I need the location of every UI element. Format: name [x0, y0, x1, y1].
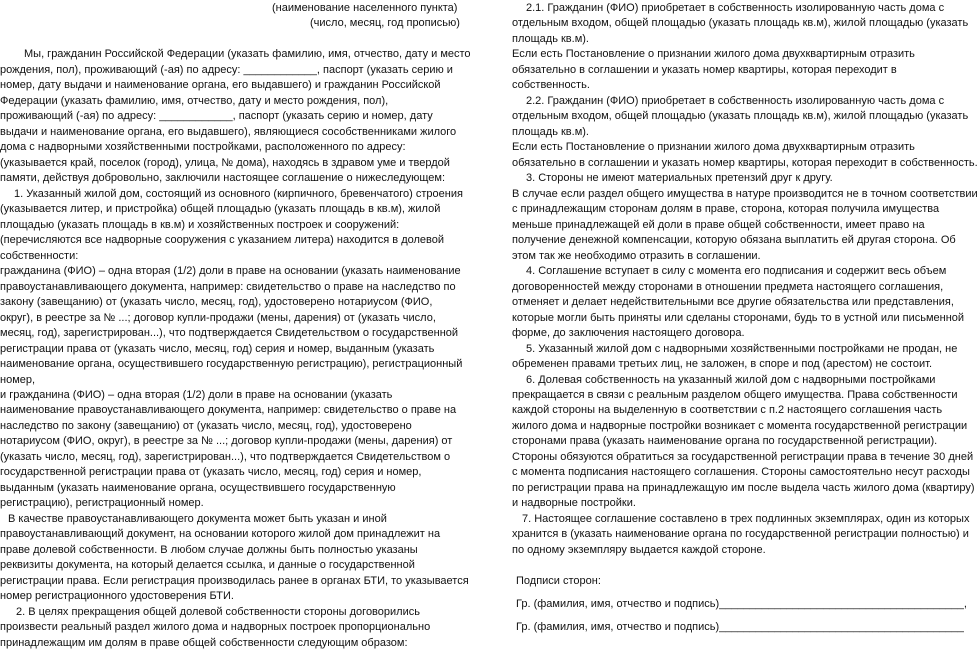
- right-column-line: прекращается в связи с реальным разделом общего имущества. Права собственности: [512, 389, 958, 401]
- right-column-line: форме, до заключения настоящего договора.: [512, 327, 745, 340]
- left-column-line: закону (завещанию) от (указать число, месяц, год), удостоверено нотариусом (ФИО,: [0, 296, 433, 309]
- right-column-line: с момента подписания настоящего соглашения. Стороны самостоятельно несут расходы: [512, 466, 970, 479]
- left-column-line: (наименование населенного пункта): [272, 2, 458, 14]
- left-column-line: правоустанавливающего документа, например: свидетельство о праве на наследство по: [0, 280, 456, 293]
- left-column-line: собственности:: [0, 249, 79, 262]
- right-column-line: жилого дома и надворные постройки возникает с момента государственной регистрации: [512, 419, 968, 432]
- left-column-line: праве долевой собственности. В любом случае должны быть полностью указаны: [0, 543, 418, 556]
- left-column-line: (указывается край, поселок (город), улица, № дома), находясь в здравом уме и твердой: [0, 156, 450, 169]
- left-column-line: выданным (указать наименование органа, осуществившего государственную: [0, 481, 396, 494]
- right-column-line: 2.2. Гражданин (ФИО) приобретает в собственность изолированную часть дома с: [526, 94, 945, 107]
- right-column-line: с принадлежащим сторонам долям в праве, сторона, которая получила имущества: [512, 203, 940, 216]
- left-column-line: В качестве правоустанавливающего документа может быть указан и иной: [8, 512, 387, 525]
- right-column-line: отдельным входом, общей площадью (указать площадь кв.м), жилой площадью (указать: [512, 110, 969, 123]
- left-column-line: и гражданина (ФИО) – одна вторая (1/2) доли в праве на основании (указать: [0, 389, 393, 401]
- right-column-line: меньше принадлежащей ей доли в праве общей собственности, имеет право на: [512, 218, 925, 231]
- right-column-line: В случае если раздел общего имущества в натуре производится не в точном соответствии: [512, 187, 978, 200]
- right-column-line: сторонами права (указать наименование органа по государственной регистрации).: [512, 435, 938, 448]
- left-column-line: округ), в реестре за № ...; договор купли-продажи (мены, дарения) от (указать число,: [0, 311, 436, 324]
- left-column-line: рождения, пол), проживающий (-ая) по адресу: ____________, паспорт (указать серию и: [0, 63, 453, 76]
- left-column-line: регистрации права. Если регистрация производилась ранее в органах БТИ, то указывается: [0, 574, 469, 587]
- left-column-line: номер регистрационного удостоверения БТИ.: [0, 590, 234, 603]
- left-column-line: (указывается литер, и пристройка) общей площадью (указать площадь в кв.м), жилой: [0, 203, 441, 216]
- right-column-line: получение денежной компенсации, которую обязана выплатить ей другая сторона. Об: [512, 234, 956, 247]
- left-column-line: государственной регистрации права от (указать число, месяц, год) серия и номер,: [0, 466, 422, 479]
- right-column-line: 7. Настоящее соглашение составлено в трех подлинных экземплярах, один из которых: [522, 512, 970, 525]
- right-column-line: по регистрации права на принадлежащую им после выдела часть жилого дома (квартиру): [512, 481, 975, 494]
- left-column-line: наименование правоустанавливающего документа, например: свидетельство о праве на: [0, 404, 457, 417]
- left-column-line: 1. Указанный жилой дом, состоящий из основного (кирпичного, бревенчатого) строения: [14, 187, 463, 200]
- left-column-line: месяц, год), зарегистрирован...), что подтверждается Свидетельством о государственной: [0, 327, 459, 340]
- signature-line-1: Гр. (фамилия, имя, отчество и подпись)________________________________________,: [516, 598, 967, 610]
- right-column-line: собственность.: [512, 79, 590, 92]
- right-column-line: 2.1. Гражданин (ФИО) приобретает в собственность изолированную часть дома с: [526, 2, 945, 14]
- left-column-line: Федерации (указать фамилию, имя, отчество, дату и место рождения, пол),: [0, 94, 389, 107]
- right-column-line: 4. Соглашение вступает в силу с момента его подписания и содержит весь объем: [526, 265, 947, 278]
- right-column-line: площадь кв.м).: [512, 125, 589, 138]
- left-column-line: наименование органа, осуществившего государственную регистрацию), регистрационный: [0, 358, 463, 371]
- left-column-line: наследство по закону (завещанию) от (указать число, месяц, год), удостоверено: [0, 419, 412, 432]
- left-column-line: 2. В целях прекращения общей долевой собственности стороны договорились: [16, 605, 420, 618]
- left-column-line: (число, месяц, год прописью): [310, 17, 460, 30]
- right-column-line: по одному экземпляру выдается каждой стороне.: [512, 543, 766, 556]
- right-column-line: Если есть Постановление о признании жилого дома двухквартирным отразить: [512, 48, 915, 61]
- left-column-line: (указать число, месяц, год), зарегистрирован...), что подтверждается Свидетельством о: [0, 450, 451, 463]
- left-column-line: площадью (указать площадь в кв.м) и хозяйственных построек и сооружений:: [0, 218, 400, 231]
- left-column-line: регистрации права от (указать число, месяц, год) серия и номер, выданным (указать: [0, 342, 435, 355]
- left-column-line: Мы, гражданин Российской Федерации (указать фамилию, имя, отчество, дату и место: [24, 48, 471, 61]
- left-column-line: нотариусом (ФИО, округ), в реестре за № ...; договор купли-продажи (мены, дарения) от: [0, 435, 453, 448]
- left-column-line: принадлежащим им долям в праве общей собственности следующим образом:: [0, 636, 408, 649]
- right-column-line: Стороны обязуются обратиться за государственной регистрации права в течение 30 дней: [512, 450, 974, 463]
- left-column-line: реквизиты документа, на который делается ссылка, и данные о государственной: [0, 559, 415, 572]
- left-column-line: произвести реальный раздел жилого дома и надворных построек пропорционально: [0, 621, 431, 634]
- right-column-line: каждой стороны на выделенную в соответствии с п.2 настоящего соглашения часть: [512, 404, 943, 417]
- right-column-line: отдельным входом, общей площадью (указать площадь кв.м), жилой площадью (указать: [512, 17, 969, 30]
- signatures-heading: Подписи сторон:: [516, 575, 601, 587]
- left-column-line: номер,: [0, 373, 36, 386]
- right-column-line: 5. Указанный жилой дом с надворными хозяйственными постройками не продан, не: [526, 342, 958, 355]
- left-column-line: гражданина (ФИО) – одна вторая (1/2) доли в праве на основании (указать наименование: [0, 265, 461, 278]
- right-column-line: 3. Стороны не имеют материальных претензий друг к другу.: [526, 172, 833, 185]
- right-column-line: и надворные постройки.: [512, 497, 636, 510]
- left-column-line: регистрацию), регистрационный номер.: [0, 497, 204, 510]
- left-column-line: проживающий (-ая) по адресу: ____________, паспорт (указать серию и номер, дату: [0, 110, 433, 123]
- left-column-line: правоустанавливающий документ, на основании которого жилой дом принадлежит на: [0, 528, 441, 541]
- right-column-line: 6. Долевая собственность на указанный жилой дом с надворными постройками: [526, 373, 936, 386]
- left-column-line: номер, дату выдачи и наименование органа, его выдавшего) и гражданин Российской: [0, 79, 441, 92]
- left-column-line: выдачи и наименование органа, его выдавшего), являющиеся сособственниками жилого: [0, 125, 457, 138]
- left-column-line: дома с надворными хозяйственными постройками, расположенного по адресу:: [0, 141, 406, 154]
- left-column-line: памяти, действуя добровольно, заключили настоящее соглашение о нижеследующем:: [0, 172, 446, 185]
- right-column-line: обязательно в соглашении и указать номер квартиры, которая переходит в: [512, 63, 897, 76]
- right-column-line: обременен правами третьих лиц, не заложен, в споре и под (арестом) не состоит.: [512, 358, 933, 371]
- right-column-line: Если есть Постановление о признании жилого дома двухквартирным отразить: [512, 141, 915, 154]
- right-column-line: площадь кв.м).: [512, 32, 589, 45]
- left-column-line: (перечисляются все надворные сооружения с указанием литера) находится в долевой: [0, 234, 445, 247]
- right-column-line: этом так же необходимо отразить в соглашении.: [512, 249, 761, 262]
- right-column-line: которые могли быть приняты или сделаны сторонами, будь то в устной или письменной: [512, 311, 965, 324]
- signature-line-2: Гр. (фамилия, имя, отчество и подпись)________________________________________: [516, 621, 964, 633]
- right-column-line: хранится в (указать наименование органа по государственной регистрации полностью) и: [512, 528, 969, 541]
- right-column-line: обязательно в соглашении и указать номер квартиры, которая переходит в собственность.: [512, 156, 978, 169]
- right-column-line: договоренностей между сторонами в отношении предмета настоящего соглашения,: [512, 280, 944, 293]
- right-column-line: отменяет и делает недействительными все другие обязательства или представления,: [512, 296, 954, 309]
